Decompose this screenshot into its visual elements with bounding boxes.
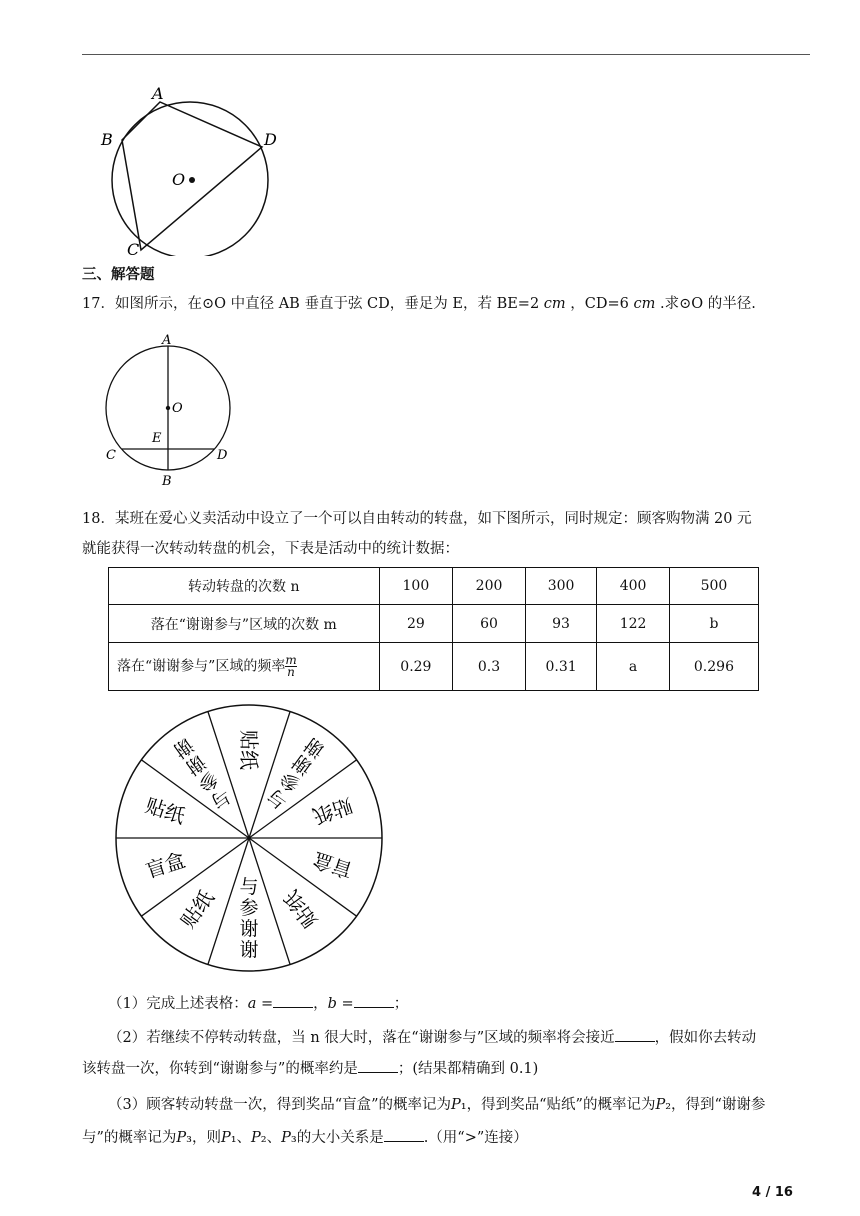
answer-blank-frequency[interactable] xyxy=(615,1027,655,1042)
table-cell: 500 xyxy=(669,568,758,605)
q18-sub2-line1 xyxy=(108,1027,756,1048)
label-c-2: C xyxy=(106,448,116,463)
sector-label-text: 贴纸 xyxy=(175,885,219,933)
sub2-line2-prefix: 该转盘一次，你转到“谢谢参与”的概率约是 xyxy=(82,1061,358,1077)
q18-line1: 18．某班在爱心义卖活动中设立了一个可以自由转动的转盘，如下图所示，同时规定：顾客购物满 20 元 xyxy=(82,511,752,527)
table-cell: 0.31 xyxy=(525,643,596,691)
wheel-sector-label xyxy=(143,848,188,883)
wheel-sector-label xyxy=(176,886,219,932)
q18-sub3-line2 xyxy=(82,1127,528,1148)
sub1-end: ； xyxy=(393,996,409,1012)
wheel-sector-label xyxy=(310,848,355,883)
fraction-denominator: n xyxy=(287,665,295,679)
wheel-sector-label xyxy=(310,793,355,828)
fraction-numerator: m xyxy=(285,653,297,667)
figure-cyclic-quadrilateral xyxy=(95,84,295,256)
answer-blank-a[interactable] xyxy=(273,993,313,1008)
sector-label-char: 参 xyxy=(193,766,223,796)
table-row xyxy=(109,605,759,643)
table-cell: 0.29 xyxy=(379,643,453,691)
sector-label-char: 谢 xyxy=(300,732,329,762)
answer-blank-b[interactable] xyxy=(354,993,394,1008)
label-b-2: B xyxy=(162,474,172,489)
sector-label-text: 贴纸 xyxy=(309,793,356,829)
table-cell: a xyxy=(597,643,670,691)
wheel-sector-label xyxy=(237,730,261,770)
table-cell: 100 xyxy=(379,568,453,605)
table-cell: 0.296 xyxy=(669,643,758,691)
sub1-prefix: （1）完成上述表格： xyxy=(108,996,248,1012)
section-title: 三、解答题 xyxy=(82,267,155,283)
quadrilateral-abcd xyxy=(122,102,262,250)
q18-line2: 就能获得一次转动转盘的机会，下表是活动中的统计数据： xyxy=(82,541,459,557)
table-cell: 0.3 xyxy=(453,643,526,691)
header-rule xyxy=(82,54,810,55)
sector-label-char: 谢 xyxy=(288,749,317,779)
spinner-wheel xyxy=(108,700,392,978)
wheel-sector-label xyxy=(279,886,322,932)
page-number: 4 / 16 xyxy=(752,1185,793,1200)
fraction-m-over-n xyxy=(285,655,296,678)
sub1-b-label: 𝑏 = xyxy=(327,996,354,1012)
sector-label-char: 与 xyxy=(263,783,292,813)
row-label-frequency xyxy=(109,643,380,691)
label-d: D xyxy=(264,130,277,149)
label-a: A xyxy=(152,84,164,103)
q18-sub1 xyxy=(108,993,408,1014)
sector-label-char: 谢 xyxy=(169,732,198,762)
sub3-line2-suffix: .（用“>”连接） xyxy=(423,1130,528,1146)
sector-label-text: 贴纸 xyxy=(237,730,261,770)
sub3-line2-prefix: 与”的概率记为𝑃₃，则𝑃₁、𝑃₂、𝑃₃的大小关系是 xyxy=(82,1130,384,1146)
table-cell: 200 xyxy=(453,568,526,605)
sector-label-text: 贴纸 xyxy=(142,793,189,829)
sub2-line1-suffix: ，假如你去转动 xyxy=(654,1030,757,1046)
row-label: 转动转盘的次数 n xyxy=(109,568,380,605)
sector-label-char: 谢 xyxy=(181,749,210,779)
wheel-sector-label xyxy=(169,733,234,813)
sector-label-char: 与 xyxy=(239,876,259,898)
label-c: C xyxy=(127,240,140,256)
sector-label-char: 参 xyxy=(275,766,305,796)
sector-label-char: 谢 xyxy=(239,939,259,961)
row-label: 落在“谢谢参与”区域的次数 m xyxy=(109,605,380,643)
answer-blank-probability[interactable] xyxy=(358,1058,398,1073)
sector-label-char: 与 xyxy=(206,783,235,813)
q18-sub3-line1: （3）顾客转动转盘一次，得到奖品“盲盒”的概率记为𝑃₁，得到奖品“贴纸”的概率记为𝑃₂，得到“谢谢参 xyxy=(108,1097,766,1113)
sub2-line2-suffix: ；(结果都精确到 0.1) xyxy=(397,1061,539,1077)
wheel-sector-label xyxy=(264,733,329,813)
wheel-sector-label xyxy=(239,876,258,961)
table-row xyxy=(109,568,759,605)
q17-text: 17．如图所示，在⊙O 中直径 AB 垂直于弦 CD，垂足为 E，若 BE=2 𝑐𝑚 ，CD=6 𝑐𝑚 .求⊙O 的半径. xyxy=(82,296,756,312)
figure-diameter-chord xyxy=(100,330,240,490)
table-cell: 300 xyxy=(525,568,596,605)
sector-label-text: 贴纸 xyxy=(279,885,323,933)
table-cell: b xyxy=(669,605,758,643)
table-cell: 400 xyxy=(597,568,670,605)
table-cell: 93 xyxy=(525,605,596,643)
q18-sub2-line2 xyxy=(82,1058,538,1079)
center-point-o-2 xyxy=(166,406,170,410)
label-a-2: A xyxy=(162,333,172,348)
sub1-a-label: 𝑎 = xyxy=(247,996,274,1012)
sector-label-char: 谢 xyxy=(239,918,259,940)
answer-blank-order[interactable] xyxy=(384,1127,424,1142)
wheel-sector-label xyxy=(143,793,188,828)
label-o: O xyxy=(172,170,186,189)
sector-label-char: 参 xyxy=(239,897,259,919)
table-cell: 29 xyxy=(379,605,453,643)
statistics-table xyxy=(108,567,759,691)
table-cell: 122 xyxy=(597,605,670,643)
label-e: E xyxy=(152,431,162,446)
sub2-line1-prefix: （2）若继续不停转动转盘，当 n 很大时，落在“谢谢参与”区域的频率将会接近 xyxy=(108,1030,615,1046)
sub1-separator: ， xyxy=(313,996,328,1012)
center-point-o xyxy=(189,177,195,183)
label-o-2: O xyxy=(172,401,183,416)
table-row xyxy=(109,643,759,691)
row-label: 落在“谢谢参与”区域的频率 xyxy=(117,658,286,675)
label-d-2: D xyxy=(217,448,228,463)
table-cell: 60 xyxy=(453,605,526,643)
sector-label-text: 盲盒 xyxy=(309,847,356,883)
sector-label-text: 盲盒 xyxy=(142,847,189,883)
label-b: B xyxy=(101,130,113,149)
